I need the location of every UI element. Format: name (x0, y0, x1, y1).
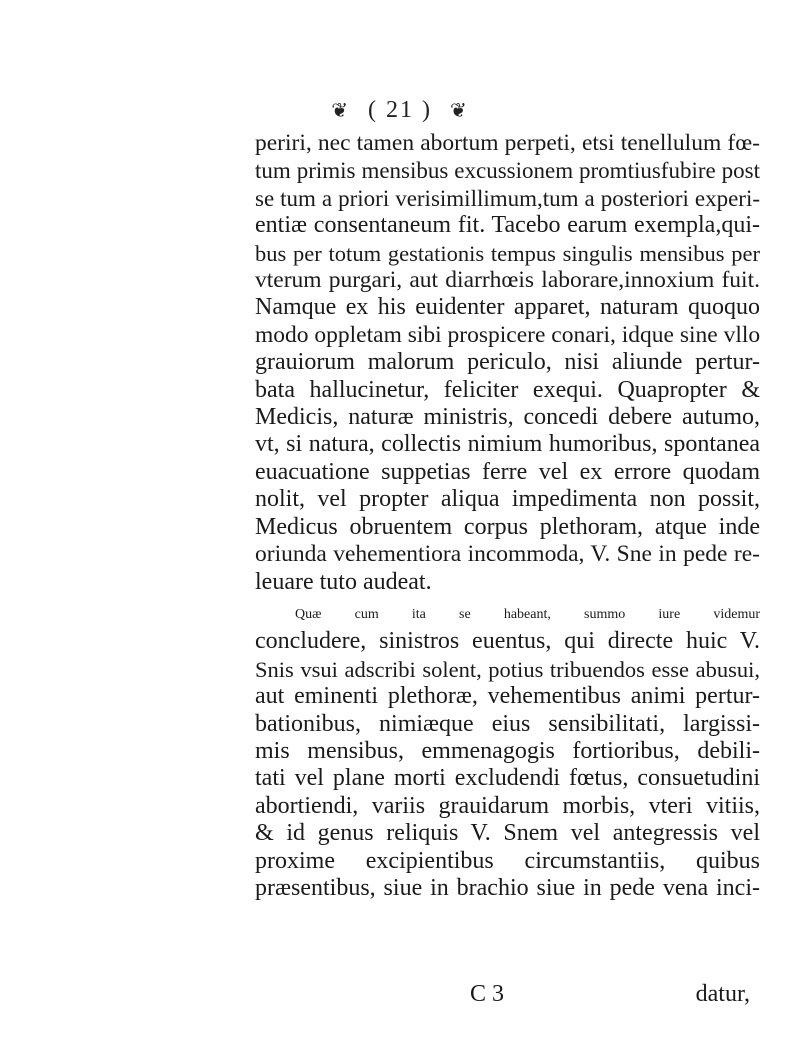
signature-mark: C 3 (470, 981, 505, 1007)
left-ornament-icon: ❦ (331, 100, 350, 122)
catchword: datur, (695, 981, 750, 1007)
text-line: abortiendi, variis grauidarum morbis, vteri vitiis, (255, 792, 760, 819)
text-line: Medicus obruentem corpus plethoram, atque inde (255, 513, 760, 540)
text-line: tum primis mensibus excussionem promtiusfubire post (255, 158, 760, 184)
text-line: modo oppletam sibi prospicere conari, idque sine vllo (255, 321, 761, 348)
text-line: Medicis, naturæ ministris, concedi debere autumo, (255, 404, 760, 431)
text-line: Namque ex his euidenter apparet, naturam quoquo (255, 294, 760, 321)
text-line: proxime excipientibus circumstantiis, quibus (255, 847, 760, 874)
text-line: mis mensibus, emmenagogis fortioribus, debili- (255, 738, 760, 765)
text-line: bata hallucinetur, feliciter exequi. Quapropter & (255, 376, 760, 403)
text-line: Quæ cum ita se habeant, summo iure videmur (295, 607, 760, 622)
text-line: aut eminenti plethoræ, vehementibus animi pertur- (255, 683, 760, 710)
paragraph-2 (255, 601, 760, 902)
text-line: leuare tuto audeat. (255, 568, 432, 595)
text-line: præsentibus, siue in brachio siue in pede vena inci- (255, 875, 760, 902)
text-line: se tum a priori verisimillimum,tum a posteriori experi- (255, 185, 760, 211)
right-ornament-icon: ❦ (449, 100, 469, 122)
page-header (0, 96, 800, 125)
page-number: ( 21 ) (368, 97, 432, 123)
text-line: bus per totum gestationis tempus singulis mensibus per (255, 240, 760, 266)
page-footer (255, 980, 760, 1008)
text-line: vt, si natura, collectis nimium humoribus, spontanea (255, 431, 760, 458)
text-line: entiæ consentaneum fit. Tacebo earum exempla,qui- (255, 212, 760, 239)
text-line: concludere, sinistros euentus, qui directe huic V. (255, 628, 760, 655)
text-line: grauiorum malorum periculo, nisi aliunde pertur- (255, 349, 760, 376)
text-line: Snis vsui adscribi solent, potius tribuendos esse abusui, (255, 656, 760, 682)
text-line: & id genus reliquis V. Snem vel antegressis vel (255, 820, 760, 847)
text-line: vterum purgari, aut diarrhœis laborare,innoxium fuit. (255, 267, 760, 294)
text-line: periri, nec tamen abortum perpeti, etsi tenellulum fœ- (255, 130, 760, 156)
paragraph-1 (255, 130, 760, 596)
text-line: tati vel plane morti excludendi fœtus, consuetudini (255, 765, 760, 792)
text-line: oriunda vehementiora incommoda, V. Sne in pede re- (255, 541, 760, 568)
text-line: nolit, vel propter aliqua impedimenta non possit, (255, 486, 760, 513)
text-line: bationibus, nimiæque eius sensibilitati, largissi- (255, 710, 760, 737)
text-line: euacuatione suppetias ferre vel ex errore quodam (255, 458, 760, 485)
